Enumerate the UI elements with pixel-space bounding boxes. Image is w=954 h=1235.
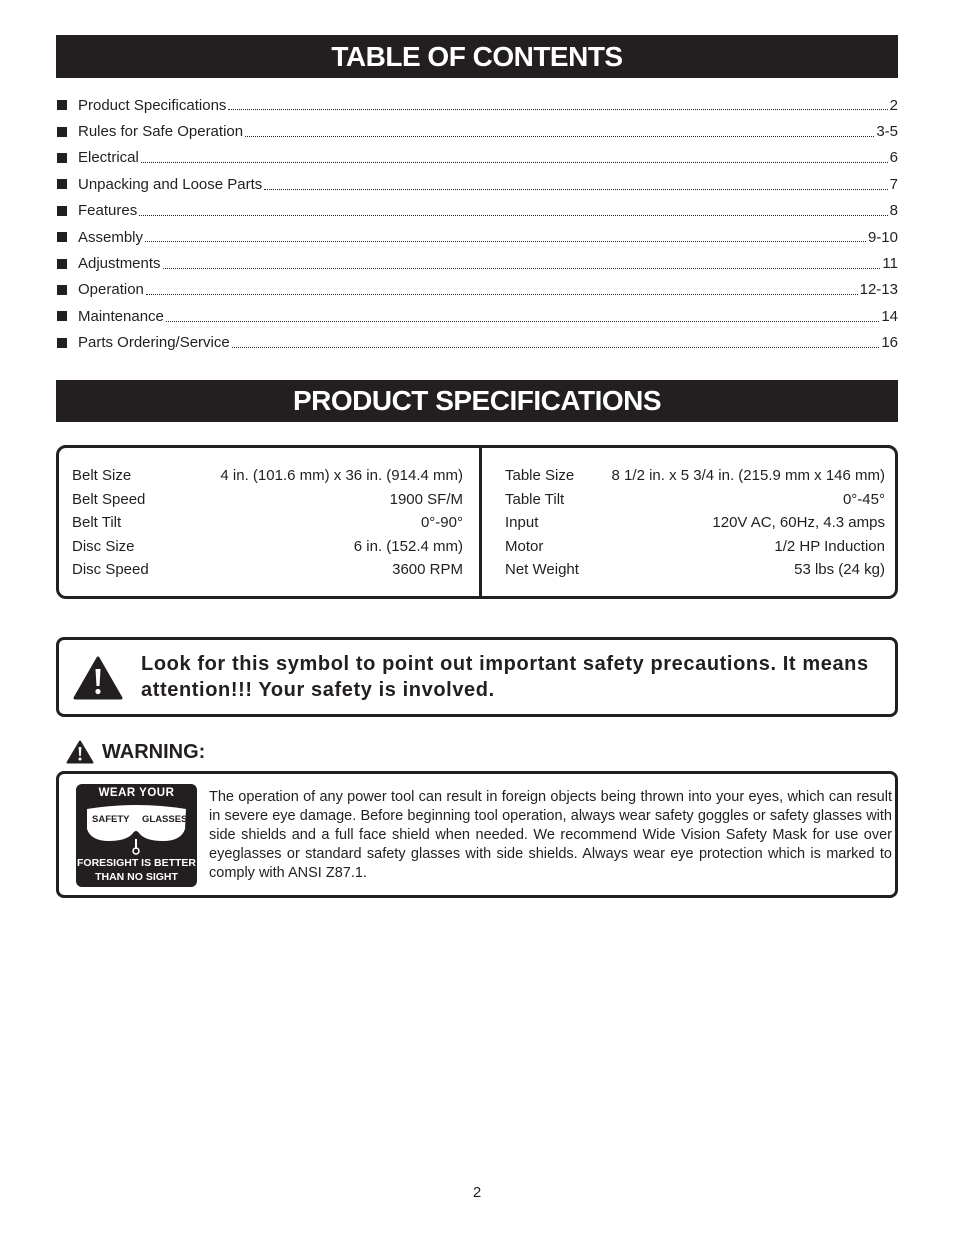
toc-entry <box>56 250 898 276</box>
toc-entry-title: Maintenance <box>78 307 164 325</box>
toc-entry-page: 11 <box>882 255 898 273</box>
specs-right-column <box>505 464 885 582</box>
specs-table <box>56 445 898 599</box>
bullet-square-icon <box>57 259 67 269</box>
warning-triangle-icon <box>66 740 94 764</box>
toc-dot-leader <box>166 320 879 322</box>
spec-row <box>72 464 463 488</box>
spec-label: Belt Size <box>72 467 132 485</box>
badge-left-lens-text: SAFETY <box>92 814 130 825</box>
toc-entry-page: 16 <box>881 334 898 352</box>
toc-entry-title: Features <box>78 202 138 220</box>
spec-value: 0°-45° <box>842 490 885 508</box>
bullet-square-icon <box>57 311 67 321</box>
spec-row <box>72 535 463 559</box>
page-number: 2 <box>472 1184 482 1201</box>
specs-heading: PRODUCT SPECIFICATIONS <box>56 380 898 422</box>
spec-label: Disc Speed <box>72 561 149 579</box>
toc-dot-leader <box>228 108 887 110</box>
toc-entry-page: 14 <box>881 307 898 325</box>
badge-right-lens-text: GLASSES <box>142 814 188 825</box>
toc-entry <box>56 330 898 356</box>
spec-value: 0°-90° <box>420 514 463 532</box>
spec-row <box>72 488 463 512</box>
spec-value: 8 1/2 in. x 5 3/4 in. (215.9 mm x 146 mm) <box>611 467 885 485</box>
toc-list <box>56 92 898 356</box>
bullet-square-icon <box>57 179 67 189</box>
toc-entry <box>56 92 898 118</box>
toc-entry-title: Adjustments <box>78 255 161 273</box>
badge-bottom-line2: THAN NO SIGHT <box>95 871 178 883</box>
toc-entry-page: 3-5 <box>876 123 898 141</box>
safety-glasses-badge <box>76 784 197 887</box>
toc-entry-title: Unpacking and Loose Parts <box>78 175 263 193</box>
spec-label: Belt Tilt <box>72 514 122 532</box>
spec-value: 1/2 HP Induction <box>774 537 885 555</box>
toc-dot-leader <box>139 214 887 216</box>
warning-label: WARNING: <box>102 740 206 763</box>
spec-row <box>505 488 885 512</box>
toc-entry-page: 8 <box>889 202 898 220</box>
bullet-square-icon <box>57 338 67 348</box>
toc-entry <box>56 145 898 171</box>
spec-label: Disc Size <box>72 537 135 555</box>
bullet-square-icon <box>57 232 67 242</box>
spec-label: Belt Speed <box>72 490 146 508</box>
toc-entry-title: Assembly <box>78 228 144 246</box>
toc-entry-title: Parts Ordering/Service <box>78 334 230 352</box>
toc-entry-page: 12-13 <box>859 281 898 299</box>
specs-left-column <box>72 464 463 582</box>
spec-row <box>505 511 885 535</box>
safety-glasses-icon <box>81 799 192 857</box>
toc-entry-page: 6 <box>889 149 898 167</box>
warning-box <box>56 771 898 898</box>
toc-entry-title: Operation <box>78 281 144 299</box>
toc-dot-leader <box>146 293 858 295</box>
bullet-square-icon <box>57 127 67 137</box>
toc-entry-title: Rules for Safe Operation <box>78 123 244 141</box>
toc-entry <box>56 118 898 144</box>
spec-label: Motor <box>505 537 544 555</box>
safety-symbol-text: Look for this symbol to point out important safety precautions. It means attention!!! Your safety is involved. <box>141 653 869 701</box>
badge-top-text: WEAR YOUR <box>98 787 175 799</box>
bullet-square-icon <box>57 153 67 163</box>
toc-entry <box>56 198 898 224</box>
safety-symbol-box <box>56 637 898 717</box>
toc-dot-leader <box>163 267 881 269</box>
toc-entry <box>56 171 898 197</box>
specs-divider <box>479 448 482 596</box>
toc-dot-leader <box>264 188 887 190</box>
bullet-square-icon <box>57 285 67 295</box>
spec-row <box>505 464 885 488</box>
spec-row <box>505 558 885 582</box>
toc-entry <box>56 277 898 303</box>
toc-dot-leader <box>145 240 866 242</box>
toc-heading: TABLE OF CONTENTS <box>56 35 898 78</box>
toc-entry-page: 2 <box>889 96 898 114</box>
spec-row <box>72 558 463 582</box>
spec-label: Table Tilt <box>505 490 565 508</box>
warning-heading <box>66 740 205 764</box>
toc-entry-page: 7 <box>889 175 898 193</box>
bullet-square-icon <box>57 206 67 216</box>
spec-value: 6 in. (152.4 mm) <box>353 537 463 555</box>
spec-row <box>72 511 463 535</box>
spec-label: Net Weight <box>505 561 579 579</box>
spec-value: 120V AC, 60Hz, 4.3 amps <box>712 514 885 532</box>
spec-value: 1900 SF/M <box>389 490 463 508</box>
toc-entry <box>56 224 898 250</box>
toc-dot-leader <box>141 161 888 163</box>
toc-entry-page: 9-10 <box>867 228 898 246</box>
warning-text: The operation of any power tool can result in foreign objects being thrown into your eyes, which can result in severe eye damage. Before beginning tool operation, always wear safety goggles or safety glasses with side shields and a full face shield when needed. We recommend Wide Vision Safety Mask for use over eyeglasses or standard safety glasses with side shields. Always wear eye protection which is marked to comply with ANSI Z87.1. <box>209 789 892 881</box>
toc-entry <box>56 303 898 329</box>
badge-bottom-line1: FORESIGHT IS BETTER <box>76 857 196 869</box>
spec-value: 4 in. (101.6 mm) x 36 in. (914.4 mm) <box>220 467 463 485</box>
toc-dot-leader <box>232 346 880 348</box>
spec-row <box>505 535 885 559</box>
spec-label: Table Size <box>505 467 575 485</box>
spec-value: 53 lbs (24 kg) <box>794 561 885 579</box>
badge-bottom-text <box>76 856 197 884</box>
toc-entry-title: Electrical <box>78 149 139 167</box>
spec-label: Input <box>505 514 539 532</box>
warning-triangle-icon <box>73 656 123 700</box>
toc-dot-leader <box>245 135 874 137</box>
toc-entry-title: Product Specifications <box>78 96 227 114</box>
spec-value: 3600 RPM <box>392 561 463 579</box>
bullet-square-icon <box>57 100 67 110</box>
